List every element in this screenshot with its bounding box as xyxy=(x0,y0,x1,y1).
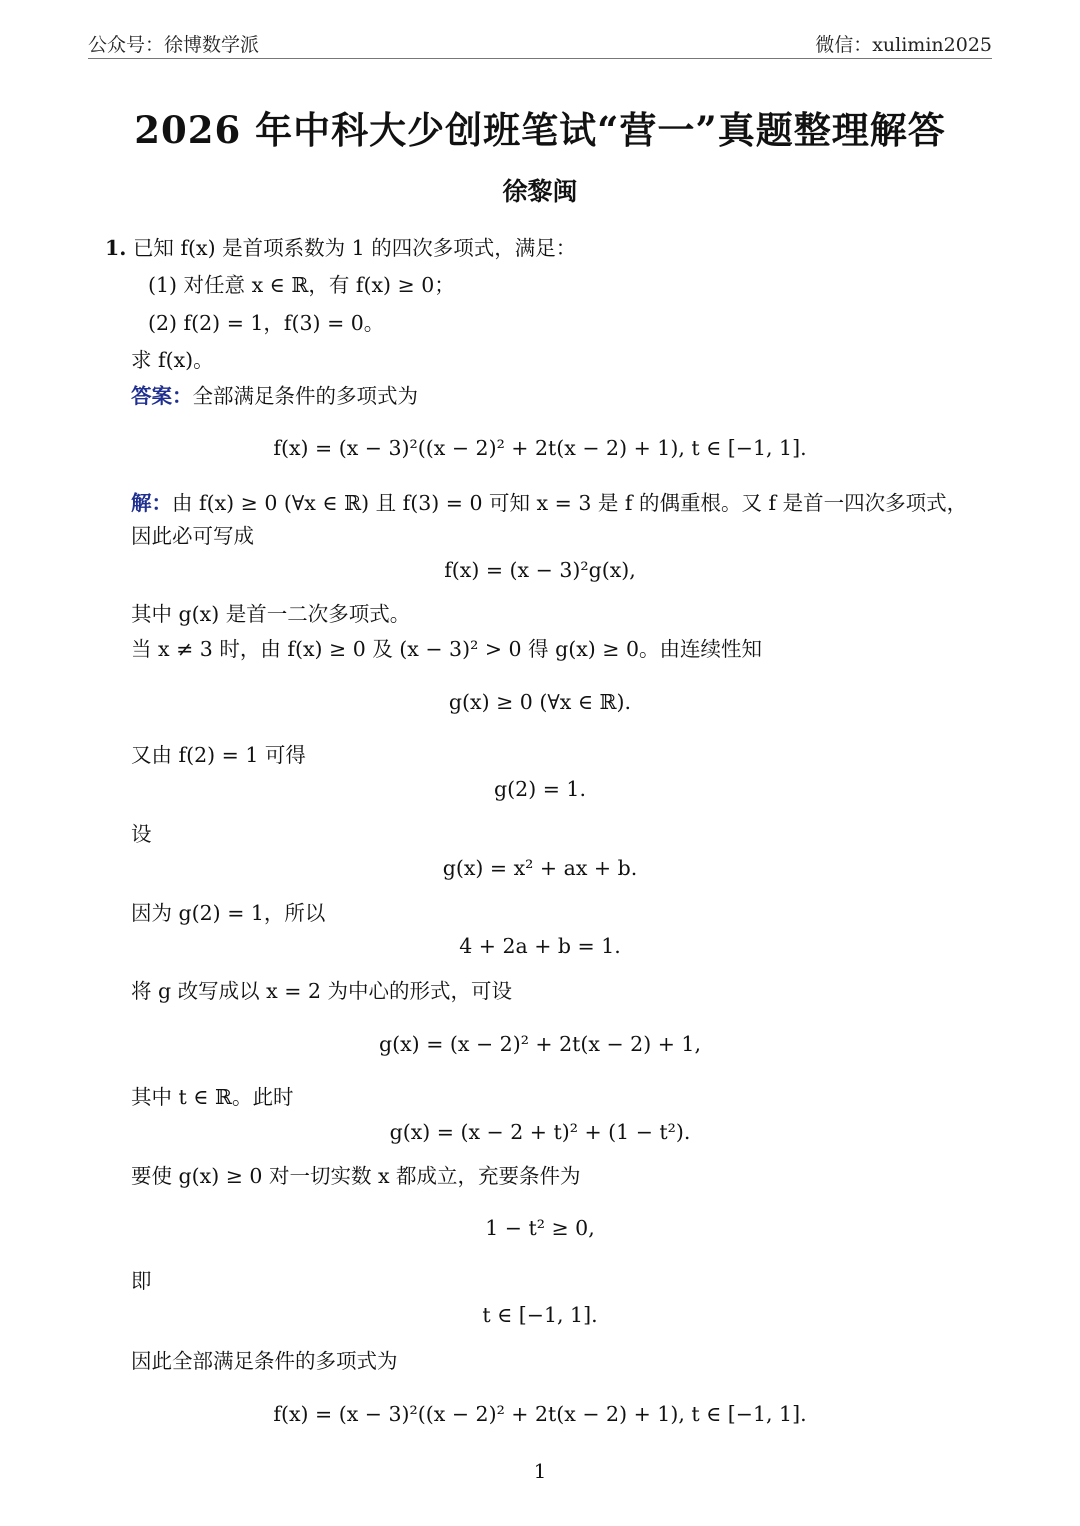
solution-line-4: 当 x ≠ 3 时，由 f(x) ≥ 0 及 (x − 3)² > 0 得 g(x) ≥ 0。由连续性知 xyxy=(131,637,763,661)
author-name: 徐黎闽 xyxy=(502,177,578,206)
solution-line-2: 因此必可写成 xyxy=(131,524,254,548)
page-number: 1 xyxy=(533,1459,547,1483)
solution-line-10: 要使 g(x) ≥ 0 对一切实数 x 都成立，充要条件为 xyxy=(131,1164,581,1188)
solution-line-1 xyxy=(131,489,967,517)
solution-line-5: 又由 f(2) = 1 可得 xyxy=(131,743,306,767)
equation-4: g(x) = x² + ax + b. xyxy=(442,856,638,880)
equation-10: f(x) = (x − 3)²((x − 2)² + 2t(x − 2) + 1), t ∈ [−1, 1]. xyxy=(273,1402,807,1426)
solution-line-7: 因为 g(2) = 1，所以 xyxy=(131,901,326,925)
problem-number: 1. xyxy=(105,236,127,260)
answer-label: 答案： xyxy=(131,384,193,408)
equation-7: g(x) = (x − 2 + t)² + (1 − t²). xyxy=(389,1120,691,1144)
equation-1: f(x) = (x − 3)²g(x), xyxy=(444,558,636,582)
solution-line-9: 其中 t ∈ ℝ。此时 xyxy=(131,1085,294,1109)
document-title: 2026 年中科大少创班笔试“营一”真题整理解答 xyxy=(134,108,946,152)
solution-line-11: 即 xyxy=(131,1269,152,1293)
header-rule xyxy=(88,58,992,59)
header-right-text: 微信：xulimin2025 xyxy=(815,34,992,56)
solution-line-8: 将 g 改写成以 x = 2 为中心的形式，可设 xyxy=(131,979,513,1003)
solution-label: 解： xyxy=(131,491,172,515)
condition-1: (1) 对任意 x ∈ ℝ，有 f(x) ≥ 0； xyxy=(148,273,455,297)
solution-line-3: 其中 g(x) 是首一二次多项式。 xyxy=(131,602,411,626)
solution-line-6: 设 xyxy=(131,822,152,846)
equation-2: g(x) ≥ 0 (∀x ∈ ℝ). xyxy=(448,690,632,714)
condition-2: (2) f(2) = 1，f(3) = 0。 xyxy=(148,311,385,335)
equation-9: t ∈ [−1, 1]. xyxy=(482,1303,598,1327)
answer-line xyxy=(131,382,418,410)
problem-statement: 已知 f(x) 是首项系数为 1 的四次多项式，满足： xyxy=(132,236,577,260)
equation-8: 1 − t² ≥ 0, xyxy=(485,1216,595,1240)
solution-line-12: 因此全部满足条件的多项式为 xyxy=(131,1349,398,1373)
problem-ask: 求 f(x)。 xyxy=(131,348,214,372)
equation-5: 4 + 2a + b = 1. xyxy=(459,934,621,958)
header-left-text: 公众号：徐博数学派 xyxy=(88,34,260,56)
solution-text-1: 由 f(x) ≥ 0 (∀x ∈ ℝ) 且 f(3) = 0 可知 x = 3 是 f 的偶重根。又 f 是首一四次多项式， xyxy=(172,491,968,515)
answer-formula: f(x) = (x − 3)²((x − 2)² + 2t(x − 2) + 1), t ∈ [−1, 1]. xyxy=(273,436,807,460)
answer-text: 全部满足条件的多项式为 xyxy=(192,384,418,408)
equation-6: g(x) = (x − 2)² + 2t(x − 2) + 1, xyxy=(379,1032,701,1056)
problem-statement-line xyxy=(105,234,576,262)
equation-3: g(2) = 1. xyxy=(494,777,586,801)
